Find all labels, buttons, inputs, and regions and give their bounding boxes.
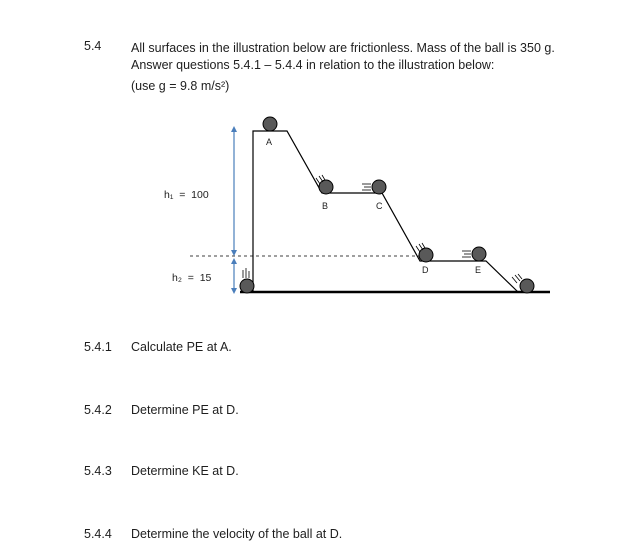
- motion-lines-c: [362, 184, 371, 190]
- question-line-1: All surfaces in the illustration below are frictionless. Mass of the ball is 350 g.: [131, 41, 555, 55]
- point-label-e: E: [475, 265, 482, 275]
- subquestion-text: Determine the velocity of the ball at D.: [131, 527, 343, 541]
- question-number: 5.4: [84, 39, 102, 53]
- subquestion-number: 5.4.4: [84, 527, 112, 541]
- ball-end: [520, 279, 534, 293]
- subquestion-number: 5.4.1: [84, 340, 112, 354]
- subquestion-number: 5.4.3: [84, 464, 112, 478]
- motion-lines-e: [462, 251, 471, 257]
- subquestion-text: Calculate PE at A.: [131, 340, 232, 354]
- ball-a: [263, 117, 277, 131]
- ball-b: [319, 180, 333, 194]
- point-label-d: D: [422, 265, 429, 275]
- subquestion-number: 5.4.2: [84, 403, 112, 417]
- subquestion-text: Determine KE at D.: [131, 464, 239, 478]
- motion-lines-ground: [243, 268, 249, 278]
- motion-lines-end: [512, 274, 522, 283]
- question-line-2: Answer questions 5.4.1 – 5.4.4 in relation to the illustration below:: [131, 58, 495, 72]
- question-line-3: (use g = 9.8 m/s²): [131, 79, 230, 93]
- point-label-b: B: [322, 201, 329, 211]
- h1-label: h₁ = 100: [164, 189, 209, 201]
- ball-c: [372, 180, 386, 194]
- ball-ground: [240, 279, 254, 293]
- point-label-a: A: [266, 137, 273, 147]
- h2-label: h₂ = 15: [172, 272, 212, 284]
- subquestion-text: Determine PE at D.: [131, 403, 239, 417]
- ball-d: [419, 248, 433, 262]
- point-label-c: C: [376, 201, 383, 211]
- ball-e: [472, 247, 486, 261]
